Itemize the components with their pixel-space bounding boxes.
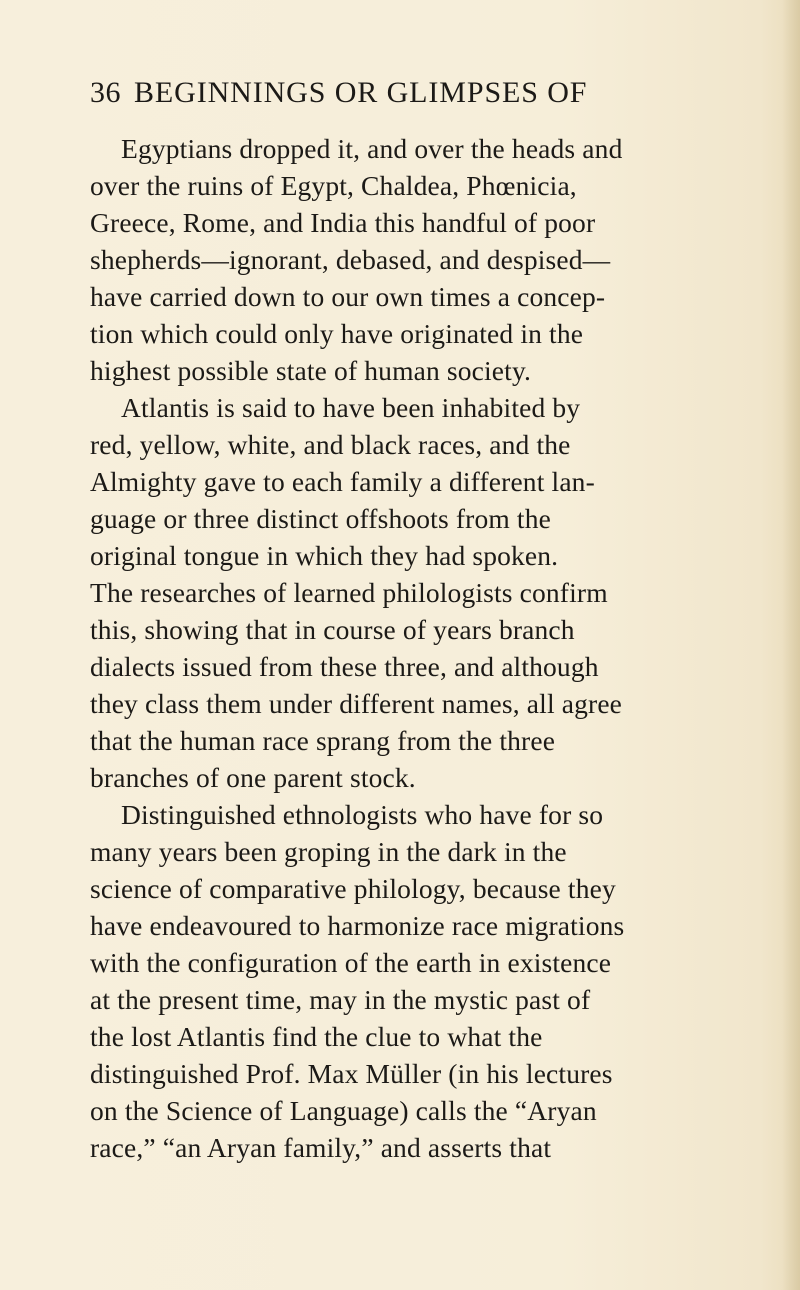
text-line: over the ruins of Egypt, Chaldea, Phœnicia,	[90, 170, 577, 201]
text-line: red, yellow, white, and black races, and the	[90, 429, 571, 460]
text-line: highest possible state of human society.	[90, 355, 532, 386]
text-line: many years been groping in the dark in the	[90, 836, 567, 867]
text-line: this, showing that in course of years branch	[90, 614, 575, 645]
text-line: The researches of learned philologists confirm	[90, 577, 608, 608]
text-line: that the human race sprang from the three	[90, 725, 556, 756]
text-line: guage or three distinct offshoots from the	[90, 503, 551, 534]
text-line: race,” “an Aryan family,” and asserts that	[90, 1132, 552, 1163]
running-title: BEGINNINGS OR GLIMPSES OF	[134, 76, 588, 109]
page-number: 36	[90, 76, 121, 109]
text-line: shepherds—ignorant, debased, and despised—	[90, 244, 611, 275]
page-edge-shadow	[782, 0, 800, 1290]
running-head	[0, 73, 800, 113]
text-line: Distinguished ethnologists who have for so	[121, 799, 604, 830]
text-line: at the present time, may in the mystic past of	[90, 984, 591, 1015]
text-line: with the configuration of the earth in existence	[90, 947, 612, 978]
text-line: Greece, Rome, and India this handful of poor	[90, 207, 596, 238]
text-line: tion which could only have originated in the	[90, 318, 584, 349]
text-line: Egyptians dropped it, and over the heads and	[121, 133, 623, 164]
text-line: distinguished Prof. Max Müller (in his lectures	[90, 1058, 613, 1089]
text-line: have endeavoured to harmonize race migrations	[90, 910, 625, 941]
text-line: have carried down to our own times a concep-	[90, 281, 606, 312]
text-line: Almighty gave to each family a different lan-	[90, 466, 595, 497]
text-line: they class them under different names, all agree	[90, 688, 623, 719]
text-line: on the Science of Language) calls the “Aryan	[90, 1095, 597, 1126]
text-line: science of comparative philology, because they	[90, 873, 616, 904]
text-line: dialects issued from these three, and although	[90, 651, 599, 682]
text-line: branches of one parent stock.	[90, 762, 416, 793]
text-line: Atlantis is said to have been inhabited by	[121, 392, 581, 423]
text-line: the lost Atlantis find the clue to what the	[90, 1021, 543, 1052]
text-line: original tongue in which they had spoken.	[90, 540, 559, 571]
